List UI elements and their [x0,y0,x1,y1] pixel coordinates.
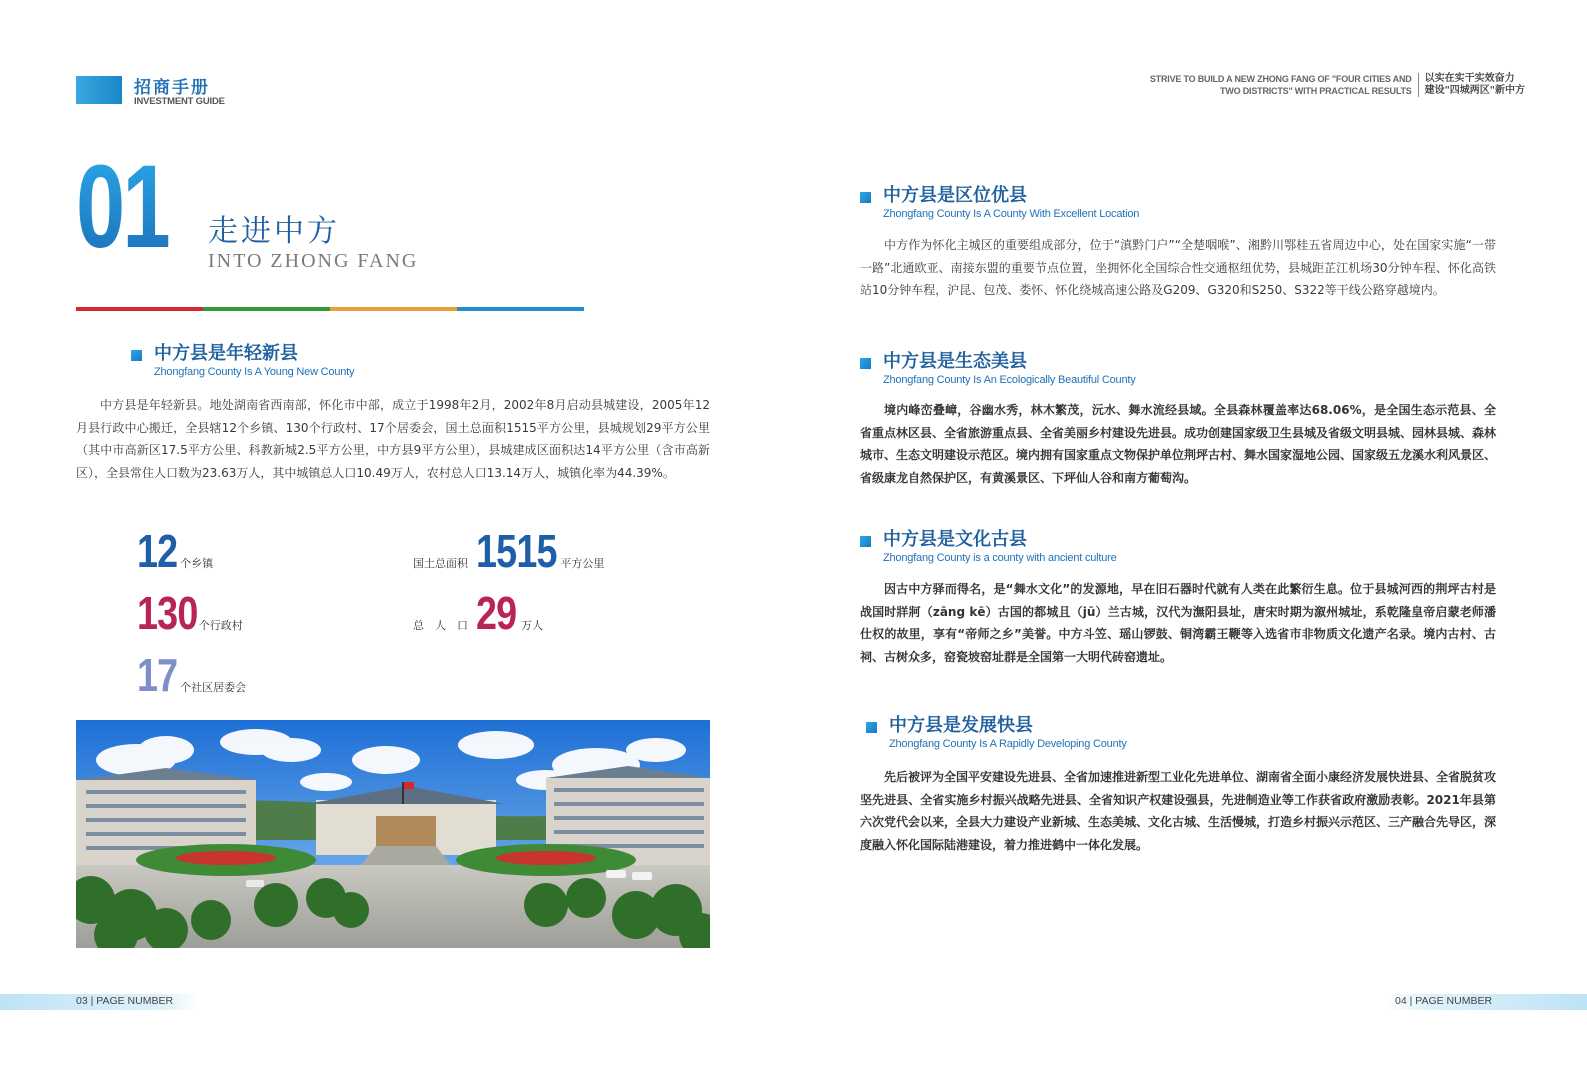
heading-cn: 中方县是年轻新县 [154,343,298,364]
heading-development [866,715,1127,751]
logo-title-en: INVESTMENT GUIDE [134,96,225,107]
stat-label: 总 人 口 [413,619,468,632]
paragraph-development: 先后被评为全国平安建设先进县、全省加速推进新型工业化先进单位、湖南省全面小康经济发展快进县、全省脱贫攻坚先进县、全省实施乡村振兴战略先进县、全省知识产权建设强县，先进制造业等工作获省政府激励表彰。2021年县第六次党代会以来，全县大力建设产业新城、生态美城、文化古城、生活慢城，打造乡村振兴示范区、三产融合先导区，深度融入怀化国际陆港建设，着力推进鹤中一体化发展。 [860,770,1497,852]
heading-young-county [131,343,354,379]
color-divider-red [76,307,203,311]
paragraph-young-county: 中方县是年轻新县。地处湖南省西南部，怀化市中部，成立于1998年2月，2002年8月启动县城建设，2005年12月县行政中心搬迁，全县辖12个乡镇、130个行政村、17个居委会，国土总面积1515平方公里，县城规划29平方公里（其中市高新区17.5平方公里、科教新城2.5平方公里，中方县9平方公里），县城建成区面积达14平方公里（含市高新区），全县常住人口数为23.63万人，其中城镇总人口10.49万人，农村总人口13.14万人，城镇化率为44.39%。 [76,398,710,480]
logo-block [76,76,122,104]
paragraph-culture: 因古中方驿而得名，是“舞水文化”的发源地，早在旧石器时代就有人类在此繁衍生息。位于县城河西的荆坪古村是战国时牂牁（zāng kē）古国的都城且（jū）兰古城，汉代为潕阳县址，唐宋时期为溆州城址，系乾隆皇帝启蒙老师潘仕权的故里，享有“帝师之乡”美誉。中方斗笠、瑶山锣鼓、铜湾霸王鞭等入选省市非物质文化遗产名录。境内古村、古祠、古树众多，窑瓷坡窑址群是全国第一大明代砖窑遗址。 [860,582,1496,664]
slogan-en-line1: STRIVE TO BUILD A NEW ZHONG FANG OF "FOUR CITIES AND [1149,74,1412,84]
heading-en: Zhongfang County Is An Ecologically Beautiful County [883,374,1136,386]
stat-unit: 个行政村 [198,619,243,632]
section-number: 01 [76,141,169,273]
stat-unit: 个乡镇 [180,557,214,570]
heading-cn: 中方县是文化古县 [883,529,1027,550]
stat-value: 1515 [476,525,557,577]
county-government-photo [76,720,710,948]
page-number-right: 04 | PAGE NUMBER [1395,995,1493,1007]
stat-unit: 平方公里 [560,557,605,570]
stat-value: 17 [137,649,178,701]
color-divider-green [203,307,330,311]
heading-culture [860,529,1117,565]
slogan-en-line2: TWO DISTRICTS" WITH PRACTICAL RESULTS [1220,86,1412,96]
color-divider-orange [330,307,457,311]
heading-cn: 中方县是区位优县 [883,185,1027,206]
heading-en: Zhongfang County is a county with ancient culture [883,552,1117,564]
stat-area [413,525,605,577]
header-slogan-en [1150,73,1419,97]
page-number-left: 03 | PAGE NUMBER [76,995,174,1007]
stat-committees [137,649,247,701]
logo-title-cn: 招商手册 [134,78,210,98]
heading-en: Zhongfang County Is A County With Excellent Location [883,208,1140,220]
paragraph-ecology: 境内峰峦叠嶂，谷幽水秀，林木繁茂，沅水、舞水流经县域。全县森林覆盖率达68.06%，是全国生态示范县、全省重点林区县、全省旅游重点县、全省美丽乡村建设先进县。成功创建国家级卫生县城及省级文明县城、园林县城、森林城市、生态文明建设示范区。境内拥有国家重点文物保护单位荆坪古村、舞水国家湿地公园、国家级五龙溪水利风景区、省级康龙自然保护区，有黄溪景区、下坪仙人谷和南方葡萄沟。 [860,403,1497,485]
photo-illustration [76,720,710,948]
color-divider-blue [457,307,584,311]
square-bullet-icon [866,722,877,733]
header-slogan-cn [1419,73,1525,97]
heading-cn: 中方县是生态美县 [883,351,1027,372]
paragraph-location: 中方作为怀化主城区的重要组成部分，位于“滇黔门户”“全楚咽喉”、湘黔川鄂桂五省周边中心，处在国家实施“一带一路”北通欧亚、南接东盟的重要节点位置，坐拥怀化全国综合性交通枢纽优势，县城距芷江机场30分钟车程、怀化高铁站10分钟车程，沪昆、包茂、娄怀、怀化绕城高速公路及G209、G320和S250、S322等干线公路穿越境内。 [860,238,1496,297]
header-slogan [1150,73,1525,97]
section-title-cn: 走进中方 [208,214,340,249]
stat-population [413,587,544,639]
stat-label: 国土总面积 [413,557,468,570]
square-bullet-icon [860,192,871,203]
slogan-cn-line1: 以实在实干实效奋力 [1424,73,1515,84]
color-divider [76,307,584,311]
stat-unit: 万人 [521,619,544,632]
heading-en: Zhongfang County Is A Young New County [154,366,355,378]
heading-location [860,185,1139,221]
heading-en: Zhongfang County Is A Rapidly Developing County [889,738,1127,750]
heading-ecology [860,351,1136,387]
square-bullet-icon [860,358,871,369]
stat-value: 29 [476,587,517,639]
heading-cn: 中方县是发展快县 [889,715,1033,736]
section-title-en: INTO ZHONG FANG [208,250,419,272]
stat-unit: 个社区居委会 [180,681,247,694]
square-bullet-icon [131,350,142,361]
stat-villages [137,587,243,639]
square-bullet-icon [860,536,871,547]
stat-value: 130 [137,587,198,639]
stat-townships [137,525,214,577]
slogan-cn-line2: 建设"四城两区"新中方 [1424,85,1525,96]
stat-value: 12 [137,525,178,577]
